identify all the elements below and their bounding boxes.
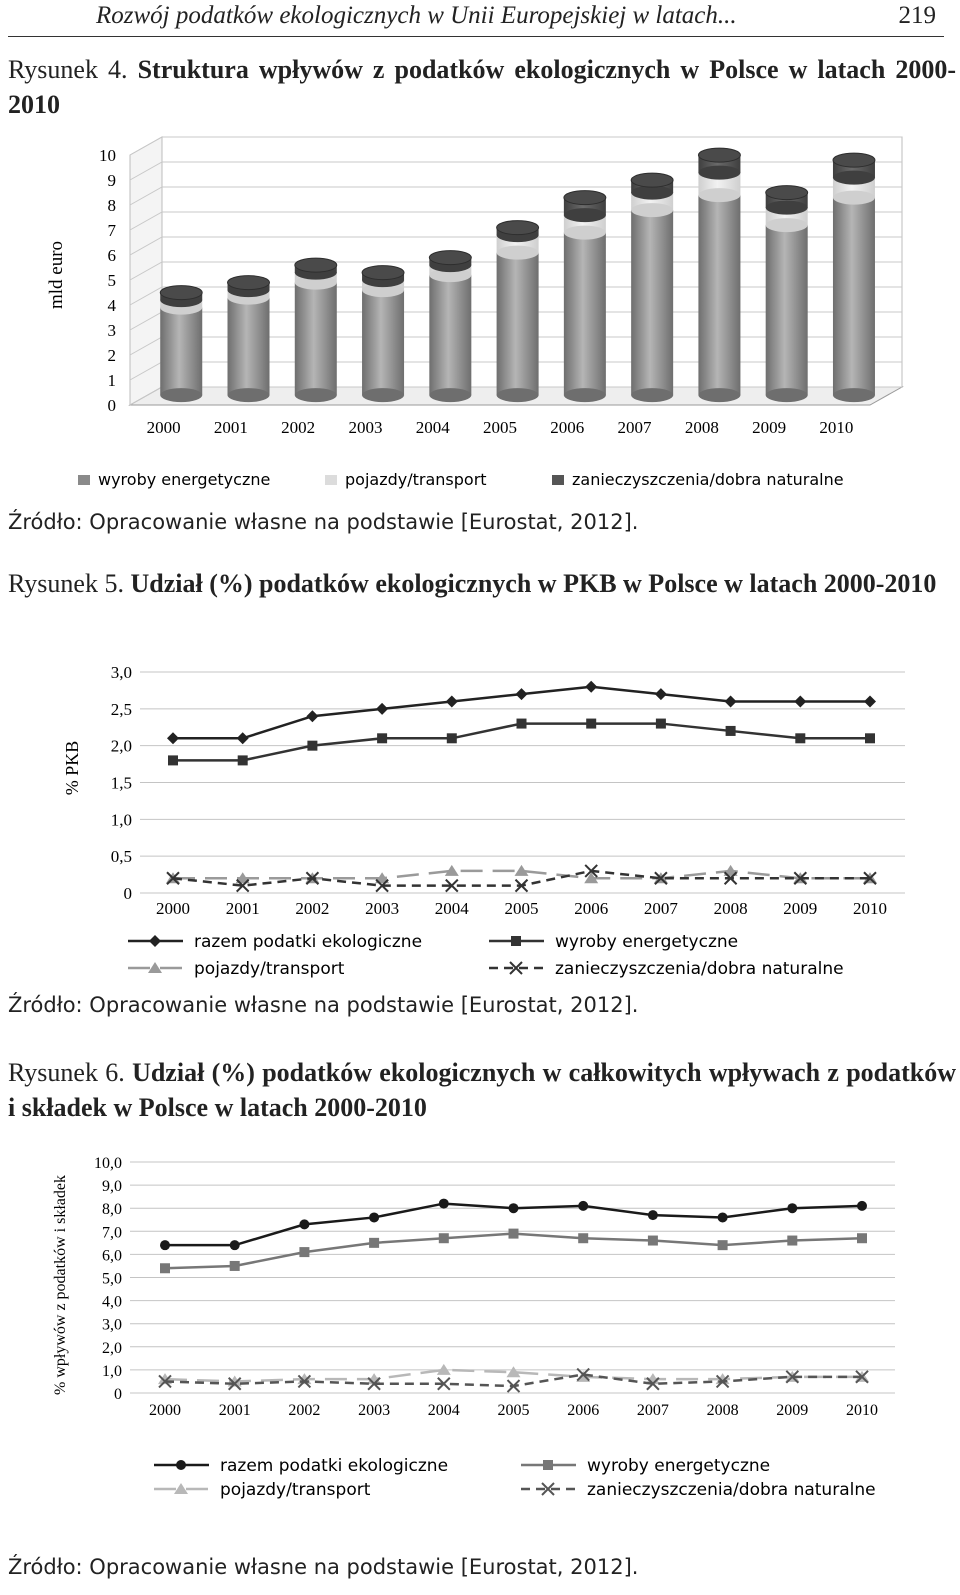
chart2-x-tick-label: 2001 [225,899,260,918]
legend-label-2: zanieczyszczenia/dobra naturalne [572,470,844,489]
chart2-x-tick-label: 2004 [434,899,469,918]
chart1-y-tick-label: 6 [107,246,116,265]
chart1-x-tick-label: 2000 [146,418,181,437]
bar-bottom-2008-2 [698,166,740,180]
bar-top-2006 [564,191,606,205]
chart2-legend-label-0: razem podatki ekologiczne [194,932,423,952]
bar-top-2007 [631,173,673,187]
bar-bottom-2006-0 [564,388,606,402]
chart3-point-1-3 [369,1238,379,1248]
chart2-legend-label-3: zanieczyszczenia/dobra naturalne [555,959,844,979]
chart3-y-tick-label: 2,0 [102,1339,122,1357]
chart1-y-tick-label: 1 [107,371,116,390]
bar-bottom-2008-1 [698,188,740,202]
bar-2010-0 [833,198,875,396]
chart2-point-1-7 [656,719,666,729]
running-header-title: Rozwój podatków ekologicznych w Unii Europejskiej w latach... [96,2,737,29]
chart3-point-0-7 [648,1210,658,1220]
chart3-y-tick-label: 7,0 [102,1224,122,1242]
bar-top-2000 [160,286,202,300]
bar-bottom-2007-2 [631,186,673,200]
chart3-point-0-1 [230,1240,240,1250]
chart3-x-tick-label: 2001 [218,1402,251,1419]
chart3-legend-label-1: wyroby energetyczne [587,1456,771,1476]
chart2-point-0-6 [585,681,597,693]
chart3-point-0-4 [439,1199,449,1209]
chart3-y-tick-label: 9,0 [102,1178,122,1196]
chart1-x-tick-label: 2006 [550,418,585,437]
figure-4-label: Rysunek 4. [8,55,128,84]
bar-bottom-2009-1 [766,218,808,232]
bar-bottom-2006-2 [564,208,606,222]
figure-6-title [8,1055,956,1125]
chart1-x-tick-label: 2007 [617,418,652,437]
bar-2002-0 [295,283,337,396]
chart2-x-tick-label: 2008 [713,899,748,918]
chart1-x-tick-label: 2004 [415,418,450,437]
chart2-y-tick-label: 0,5 [110,847,132,867]
chart3-legend-label-2: pojazdy/transport [220,1480,371,1500]
bar-top-2009 [766,186,808,200]
bar-2004-0 [429,275,471,395]
chart3-x-tick-label: 2007 [636,1402,669,1419]
chart1-y-tick-label: 0 [107,396,116,415]
bar-bottom-2009-2 [766,201,808,215]
chart2-x-tick-label: 2010 [853,899,887,918]
chart2-legend-marker-2 [148,962,162,973]
figure-6-line-chart [0,1125,960,1525]
chart2-legend-label-2: pojazdy/transport [194,959,345,979]
chart3-x-tick-label: 2009 [776,1402,809,1419]
bar-bottom-2003-0 [362,388,404,402]
chart2-point-0-0 [167,732,179,744]
chart2-x-tick-label: 2002 [295,899,330,918]
chart3-x-tick-label: 2008 [706,1402,739,1419]
bar-top-2008 [698,148,740,162]
chart2-point-0-9 [794,695,806,707]
figure-4-caption: Struktura wpływów z podatków ekologicznych w Polsce w latach 2000-2010 [8,55,957,119]
chart1-x-tick-label: 2009 [752,418,787,437]
chart2-y-tick-label: 3,0 [110,663,132,682]
chart1-y-tick-label: 3 [107,321,116,340]
bar-2008-0 [698,195,740,395]
bar-top-2010 [833,153,875,167]
chart3-point-0-5 [509,1203,519,1213]
chart3-point-1-4 [439,1233,449,1243]
bar-2009-0 [766,225,808,395]
bar-top-2005 [497,221,539,235]
chart2-point-0-5 [516,688,528,700]
chart1-y-tick-label: 8 [107,196,116,215]
chart2-point-1-9 [795,733,805,743]
chart3-point-0-2 [299,1219,309,1229]
chart3-y-axis-label: % wpływów z podatków i składek [52,1175,69,1395]
chart3-legend-marker-2 [174,1483,188,1494]
chart3-y-tick-label: 10,0 [94,1155,122,1172]
chart1-y-axis-label: mld euro [46,240,67,310]
chart2-y-tick-label: 2,5 [110,699,132,719]
chart2-legend-marker-0 [149,935,161,947]
chart2-x-tick-label: 2003 [365,899,400,918]
bar-2001-0 [228,298,270,396]
header-rule [8,36,944,37]
chart3-point-0-0 [160,1240,170,1250]
chart2-x-tick-label: 2000 [156,899,190,918]
chart2-point-1-4 [447,733,457,743]
bar-bottom-2007-0 [631,388,673,402]
chart1-y-tick-label: 5 [107,271,116,290]
figure-5-label: Rysunek 5. [8,569,124,598]
chart2-x-tick-label: 2007 [643,899,678,918]
chart3-y-tick-label: 0 [114,1386,122,1403]
chart3-point-1-7 [648,1236,658,1246]
bar-2003-0 [362,290,404,395]
chart3-point-0-9 [787,1203,797,1213]
bar-bottom-2006-1 [564,226,606,240]
chart2-y-tick-label: 0 [123,884,132,903]
chart3-point-0-3 [369,1212,379,1222]
bar-top-2004 [429,251,471,265]
bar-bottom-2009-0 [766,388,808,402]
chart3-point-1-2 [299,1247,309,1257]
chart1-y-tick-label: 9 [107,171,116,190]
bar-top-2003 [362,266,404,280]
legend-label-0: wyroby energetyczne [98,470,271,489]
chart2-point-0-1 [237,732,249,744]
chart3-x-tick-label: 2010 [846,1402,878,1419]
chart3-point-1-8 [718,1240,728,1250]
chart3-legend-label-0: razem podatki ekologiczne [220,1456,449,1476]
chart2-point-0-3 [376,703,388,715]
bar-bottom-2005-1 [497,246,539,260]
chart3-point-1-6 [578,1233,588,1243]
chart3-point-1-5 [509,1229,519,1239]
chart3-x-tick-label: 2003 [358,1402,391,1419]
bar-bottom-2004-0 [429,388,471,402]
chart1-x-tick-label: 2010 [819,418,854,437]
bar-bottom-2008-0 [698,388,740,402]
chart1-x-tick-label: 2003 [348,418,383,437]
chart3-x-tick-label: 2005 [497,1402,530,1419]
chart2-point-1-10 [865,733,875,743]
figure-4-title [8,52,956,122]
bar-bottom-2000-0 [160,388,202,402]
chart3-point-1-9 [787,1236,797,1246]
bar-2000-0 [160,308,202,396]
chart2-y-tick-label: 2,0 [110,736,132,756]
figure-5-caption: Udział (%) podatków ekologicznych w PKB w Polsce w latach 2000-2010 [130,569,937,598]
chart2-point-1-1 [238,755,248,765]
chart1-x-tick-label: 2005 [483,418,517,437]
chart3-x-tick-label: 2006 [567,1402,600,1419]
chart3-point-1-10 [857,1233,867,1243]
chart3-y-tick-label: 8,0 [102,1201,122,1219]
chart2-point-0-8 [725,695,737,707]
legend-swatch-1 [325,475,337,485]
chart2-point-1-8 [726,726,736,736]
chart2-point-1-3 [377,733,387,743]
chart1-y-tick-label: 4 [107,296,116,315]
bar-2006-0 [564,233,606,396]
chart2-x-tick-label: 2006 [574,899,609,918]
chart3-y-tick-label: 5,0 [102,1270,122,1288]
chart3-x-tick-label: 2000 [149,1402,181,1419]
chart3-point-1-1 [230,1261,240,1271]
chart3-y-tick-label: 6,0 [102,1247,122,1265]
chart2-series-line-1 [173,724,870,761]
chart3-legend-label-3: zanieczyszczenia/dobra naturalne [587,1480,876,1500]
chart2-legend-marker-1 [511,936,521,946]
page-number: 219 [898,2,936,29]
bar-bottom-2005-0 [497,388,539,402]
chart3-point-0-8 [718,1212,728,1222]
chart2-y-tick-label: 1,0 [110,810,132,830]
chart1-x-tick-label: 2002 [281,418,316,437]
bar-top-2002 [295,258,337,272]
chart3-x-tick-label: 2002 [288,1402,321,1419]
chart3-legend-marker-0 [176,1460,186,1470]
chart2-point-0-4 [446,695,458,707]
figure-6-caption: Udział (%) podatków ekologicznych w całkowitych wpływach z podatków i składek w Polsce w latach 2000-2010 [8,1058,957,1122]
chart2-point-1-0 [168,755,178,765]
bar-bottom-2001-0 [228,388,270,402]
chart2-y-axis-label: % PKB [62,740,82,796]
chart3-x-tick-label: 2004 [427,1402,460,1419]
chart3-point-0-10 [857,1201,867,1211]
bar-bottom-2002-0 [295,388,337,402]
chart1-x-tick-label: 2001 [213,418,248,437]
bar-2007-0 [631,210,673,395]
chart3-point-0-6 [578,1201,588,1211]
figure-6-source: Źródło: Opracowanie własne na podstawie [Eurostat, 2012]. [8,1555,639,1579]
bar-bottom-2010-1 [833,191,875,205]
chart2-point-0-2 [306,710,318,722]
bar-bottom-2007-1 [631,203,673,217]
chart2-point-1-5 [517,719,527,729]
chart3-legend-marker-1 [543,1460,553,1470]
chart2-legend-label-1: wyroby energetyczne [555,932,739,952]
chart1-y-tick-label: 7 [107,221,116,240]
chart3-y-tick-label: 4,0 [102,1293,122,1311]
chart2-x-tick-label: 2009 [783,899,818,918]
chart3-y-tick-label: 1,0 [102,1362,122,1380]
legend-swatch-0 [78,475,90,485]
chart2-point-1-6 [586,719,596,729]
bar-top-2001 [228,276,270,290]
bar-bottom-2010-0 [833,388,875,402]
chart3-y-tick-label: 3,0 [102,1316,122,1334]
figure-4-source: Źródło: Opracowanie własne na podstawie [Eurostat, 2012]. [8,510,639,534]
chart3-point-1-0 [160,1263,170,1273]
chart2-point-1-2 [307,741,317,751]
chart1-y-tick-label: 10 [99,146,116,165]
chart2-x-tick-label: 2005 [504,899,539,918]
figure-5-title [8,566,956,601]
chart2-point-0-10 [864,695,876,707]
chart3-series-line-1 [165,1234,862,1269]
figure-6-label: Rysunek 6. [8,1058,125,1087]
legend-label-1: pojazdy/transport [345,470,487,489]
chart1-x-tick-label: 2008 [684,418,719,437]
bar-2005-0 [497,253,539,396]
chart2-y-tick-label: 1,5 [110,773,132,793]
chart2-point-0-7 [655,688,667,700]
figure-5-line-chart [0,640,960,1000]
chart1-y-tick-label: 2 [107,346,116,365]
bar-bottom-2010-2 [833,171,875,185]
legend-swatch-2 [552,475,564,485]
figure-5-source: Źródło: Opracowanie własne na podstawie [Eurostat, 2012]. [8,993,639,1017]
